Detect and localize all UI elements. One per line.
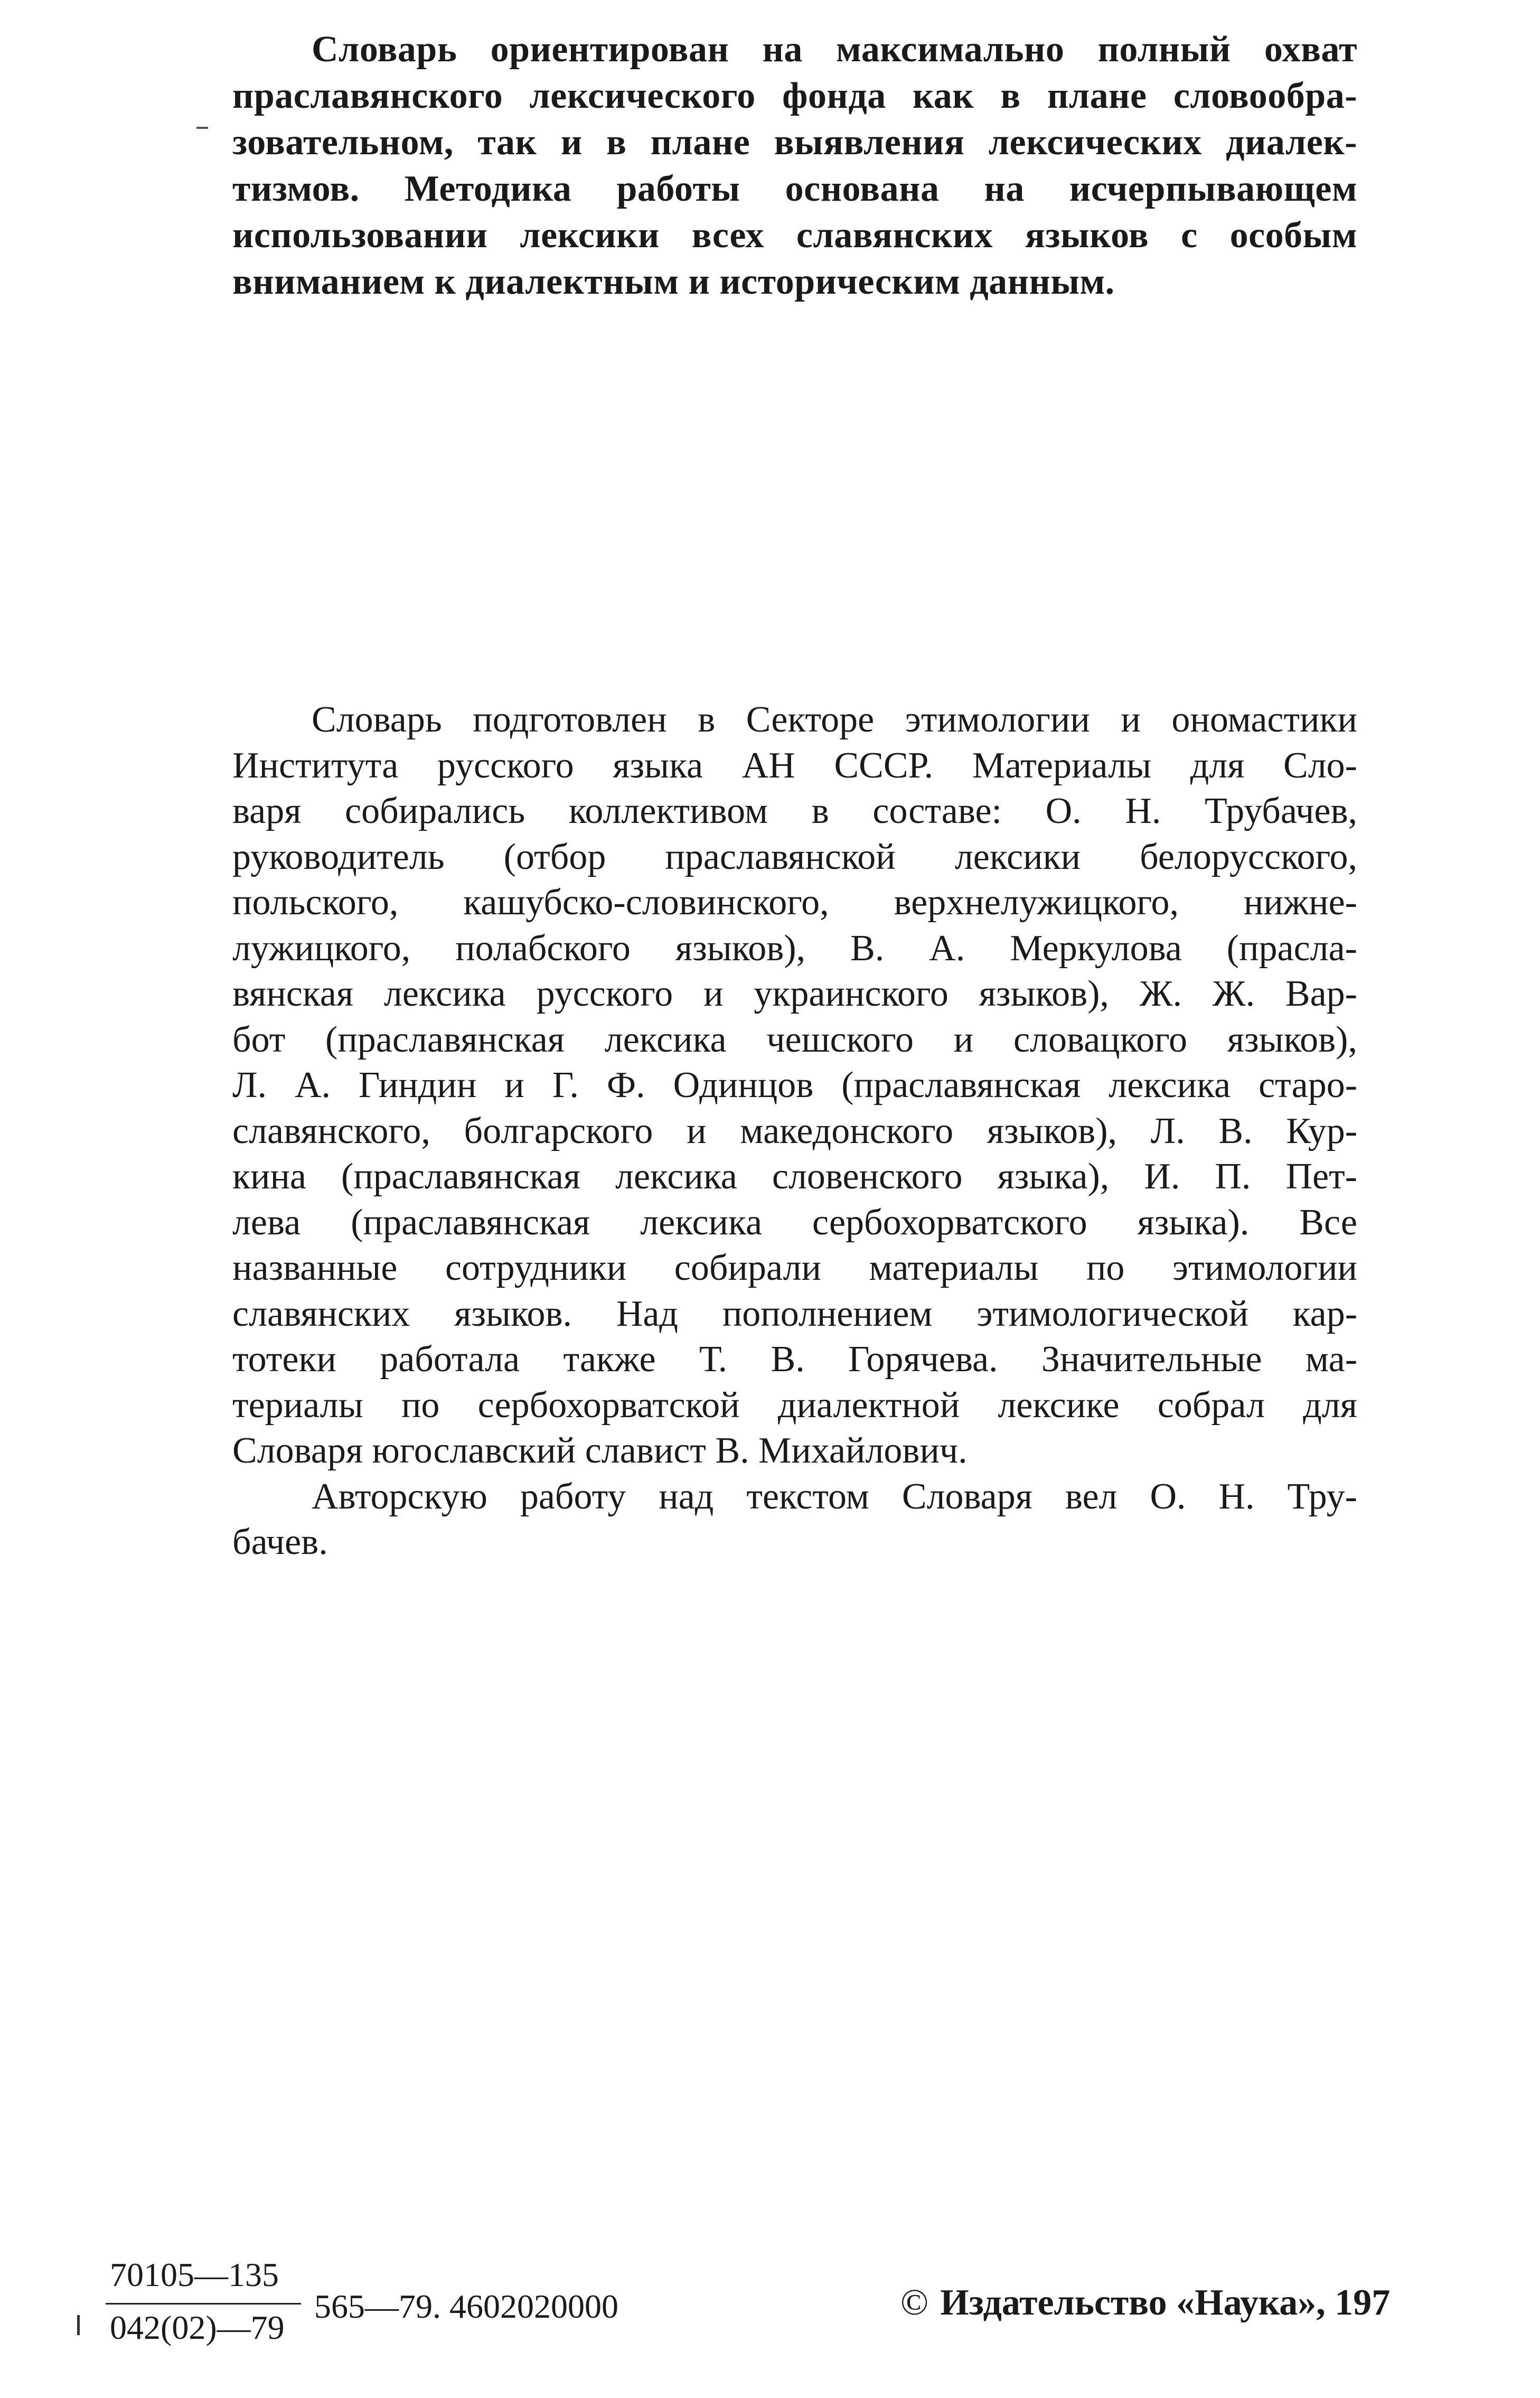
credits-paragraph-2	[232, 1474, 1357, 1566]
annotation-line: использовании лексики всех славянских языков с особым	[232, 215, 1357, 256]
publisher-text: Издательство «Наука», 197	[940, 2282, 1391, 2323]
credits-line: славянских языков. Над пополнением этимологической кар-	[232, 1293, 1357, 1334]
credits-section	[232, 697, 1357, 1566]
credits-line: тотеки работала также Т. В. Горячева. Значительные ма-	[232, 1339, 1357, 1380]
fraction-denominator: 042(02)—79	[110, 2309, 285, 2346]
imprint-footer	[0, 2250, 1540, 2372]
credits-paragraph-1	[232, 697, 1357, 1474]
credits-line: польского, кашубско-словинского, верхнелужицкого, нижне-	[232, 882, 1357, 923]
credits-line: славянского, болгарского и македонского языков), Л. В. Кур-	[232, 1110, 1357, 1151]
copyright-icon: ©	[900, 2282, 929, 2323]
credits-line: Л. А. Гиндин и Г. Ф. Одинцов (праславянская лексика старо-	[232, 1065, 1357, 1106]
credits-line: Словарь подготовлен в Секторе этимологии и ономастики	[312, 699, 1357, 740]
annotation-line: вниманием к диалектным и историческим данным.	[232, 261, 1115, 302]
credits-line: бачев.	[232, 1522, 328, 1562]
annotation-paragraph	[232, 26, 1357, 305]
credits-line: руководитель (отбор праславянской лексики белорусского,	[232, 836, 1357, 877]
credits-line: териалы по сербохорватской диалектной лексике собрал для	[232, 1384, 1357, 1426]
print-mark	[196, 127, 208, 129]
annotation-line: праславянского лексического фонда как в плане словообра-	[232, 76, 1357, 116]
credits-line: бот (праславянская лексика чешского и словацкого языков),	[232, 1019, 1357, 1060]
credits-line: Авторскую работу над текстом Словаря вел О. Н. Тру-	[312, 1476, 1357, 1517]
annotation-line: зовательном, так и в плане выявления лексических диалек-	[232, 122, 1357, 163]
copyright-notice	[900, 2282, 1390, 2324]
fraction-numerator: 70105—135	[110, 2256, 279, 2293]
credits-line: лужицкого, полабского языков), В. А. Меркулова (прасла-	[232, 928, 1357, 969]
margin-mark	[77, 2315, 80, 2335]
annotation-line: тизмов. Методика работы основана на исчерпывающем	[232, 168, 1357, 209]
fraction-bar	[106, 2303, 301, 2305]
credits-line: варя собирались коллективом в составе: О. Н. Трубачев,	[232, 791, 1357, 831]
credits-line: Института русского языка АН СССР. Материалы для Сло-	[232, 745, 1357, 786]
credits-line: лева (праславянская лексика сербохорватского языка). Все	[232, 1202, 1357, 1243]
annotation-line: Словарь ориентирован на максимально полный охват	[312, 29, 1357, 70]
credits-line: вянская лексика русского и украинского языков), Ж. Ж. Вар-	[232, 973, 1357, 1014]
credits-line: Словаря югославский славист В. Михайлович.	[232, 1430, 968, 1471]
catalog-codes: 565—79. 4602020000	[314, 2288, 618, 2325]
credits-line: названные сотрудники собирали материалы по этимологии	[232, 1248, 1357, 1288]
credits-line: кина (праславянская лексика словенского языка), И. П. Пет-	[232, 1156, 1357, 1197]
